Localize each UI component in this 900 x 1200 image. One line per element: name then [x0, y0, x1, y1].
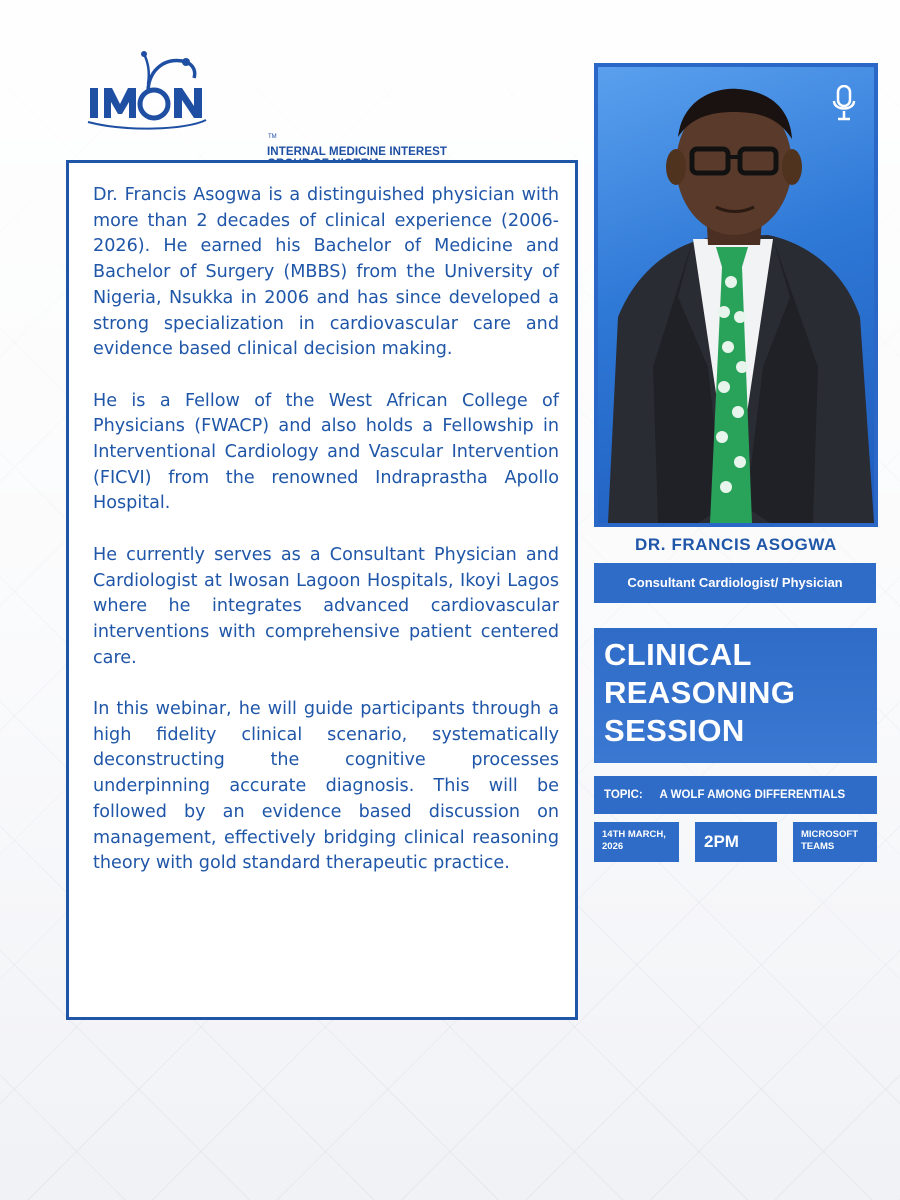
event-platform-box [793, 822, 877, 862]
event-time: 2PM [704, 832, 739, 851]
speaker-title-badge [594, 563, 876, 603]
event-date-box [594, 822, 679, 862]
session-title-line1: CLINICAL [604, 637, 752, 672]
logo-name-line1: INTERNAL MEDICINE INTEREST [267, 146, 448, 158]
topic-value: A WOLF AMONG DIFFERENTIALS [659, 789, 846, 801]
logo-trademark: TM [268, 134, 277, 140]
event-date-line2: 2026 [602, 841, 624, 852]
speaker-portrait-illustration [598, 67, 874, 523]
speaker-photo [594, 63, 878, 527]
speaker-title: Consultant Cardiologist/ Physician [627, 575, 843, 590]
session-title-line3: SESSION [604, 713, 745, 748]
bio-paragraph-1: Dr. Francis Asogwa is a distinguished physician with more than 2 decades of clinical experience (2006-2026). He earned his Bachelor of Medicine and Bachelor of Surgery (MBBS) from the University of Nigeria, Nsukka in 2006 and has since developed a strong specialization in cardiovascular care and evidence based clinical decision making. [93, 185, 559, 360]
microphone-icon [832, 85, 856, 121]
bio-paragraph-2: He is a Fellow of the West African College of Physicians (FWACP) and also holds a Fellowship in Interventional Cardiology and Vascular Intervention (FICVI) from the renowned Indraprastha Apollo Hospital. [93, 390, 559, 514]
speaker-name: DR. FRANCIS ASOGWA [635, 535, 837, 554]
event-time-box [695, 822, 777, 862]
session-title-box [594, 628, 877, 763]
topic-box [594, 776, 877, 814]
imign-logo-mark [86, 48, 271, 130]
bio-paragraph-3: He currently serves as a Consultant Physician and Cardiologist at Iwosan Lagoon Hospitals, Ikoyi Lagos where he integrates advanced cardiovascular interventions with comprehensive patient centered care. [93, 544, 559, 668]
speaker-bio-text [93, 183, 559, 877]
event-platform-line2: TEAMS [801, 841, 835, 852]
speaker-bio-box [66, 160, 578, 1020]
topic-label: TOPIC: [604, 789, 643, 801]
imign-logo [86, 48, 448, 158]
bio-paragraph-4: In this webinar, he will guide participants through a high fidelity clinical scenario, systematically deconstructing the cognitive processes underpinning accurate diagnosis. This will be followed by an evidence based discussion on management, effectively bridging clinical reasoning theory with gold standard therapeutic practice. [93, 699, 559, 874]
event-date-line1: 14TH MARCH, [602, 829, 666, 840]
event-platform-line1: MICROSOFT [801, 829, 858, 840]
session-title-line2: REASONING [604, 675, 796, 710]
